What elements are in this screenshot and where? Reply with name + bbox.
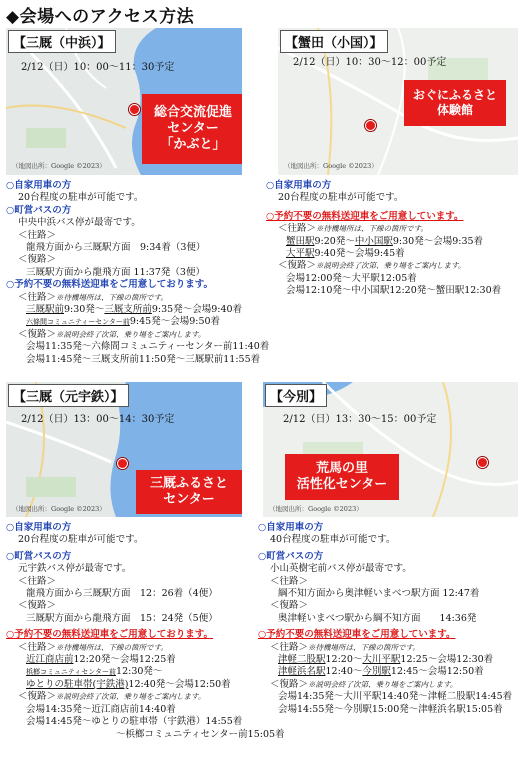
bus-line: ＜復路＞	[270, 600, 309, 612]
outbound-stop: 大平駅9:40発～会場9:45着	[286, 248, 405, 260]
car-text: 40台程度の駐車が可能です。	[270, 534, 396, 546]
outbound-label: ＜往路＞	[18, 291, 57, 303]
map-mimaya-motoutetsu	[6, 382, 242, 517]
car-heading: ○自家用車の方	[258, 522, 324, 533]
car-text: 20台程度の駐車が可能です。	[18, 534, 144, 546]
venue-schedule: 2/12（日）13：30～15：00予定	[283, 414, 437, 425]
venue-callout: 荒馬の里 活性化センター	[285, 454, 399, 500]
return-line: 会場14:35発～大川平駅14:40発～津軽二股駅14:45着	[278, 691, 513, 703]
return-note: ※説明会終了次第、乗り場をご案内します。	[56, 692, 206, 702]
location-pin-icon	[365, 120, 376, 131]
venue-callout: おぐにふるさと 体験館	[404, 80, 506, 126]
outbound-note: ※待機場所は、下線の箇所です。	[308, 642, 420, 652]
venue-callout: 三厩ふるさと センター	[136, 470, 242, 514]
map-mimaya-nakahama	[6, 28, 242, 175]
return-label: ＜復路＞	[278, 260, 317, 272]
page-title: ◆会場へのアクセス方法	[6, 2, 204, 30]
return-line: ～梹榔コミュニティセンター前15:05着	[116, 728, 285, 740]
shuttle-heading: ○予約不要の無料送迎車をご用意しております。	[6, 279, 214, 291]
venue-schedule: 2/12（日）13：00～14：30予定	[21, 414, 175, 425]
return-label: ＜復路＞	[270, 678, 309, 690]
bus-line: ＜往路＞	[18, 575, 57, 587]
venue-schedule: 2/12（日）10：30～12：00予定	[293, 57, 447, 68]
return-note: ※説明会終了次第、乗り場をご案内します。	[308, 679, 458, 689]
bus-line: 元宇鉄バス停が最寄です。	[18, 563, 132, 575]
bus-line: ＜復路＞	[18, 600, 57, 612]
map-imabetsu	[263, 382, 518, 517]
bus-heading: ○町営バスの方	[6, 204, 72, 216]
outbound-note: ※待機場所は、下線の箇所です。	[56, 292, 168, 302]
bus-line: 綱不知方面から奥津軽いまべつ駅方面 12:47着	[278, 588, 480, 600]
bus-line: 龍飛方面から三厩駅方面 12：26着（4便）	[26, 588, 218, 600]
car-heading: ○自家用車の方	[266, 180, 332, 191]
bus-line: 龍飛方面から三厩駅方面 9:34着（3便）	[26, 242, 206, 254]
outbound-stop: 梹榔コミュニティセンター前12:30発～	[26, 666, 163, 678]
car-heading: ○自家用車の方	[6, 522, 72, 533]
outbound-stop: 津軽浜名駅12:40～今別駅12:45～会場12:50着	[278, 666, 484, 678]
bus-line: ＜復路＞	[18, 254, 57, 266]
venue-info-mimaya-nakahama	[6, 180, 269, 366]
map-source: （地図出所：Google ©2023）	[12, 162, 106, 170]
outbound-stop: 三厩駅前9:30発～三厩支所前9:35発～会場9:40着	[26, 304, 243, 316]
venue-name: 【今別】	[265, 384, 327, 407]
map-kanita-oguni	[278, 28, 518, 175]
return-line: 会場11:35発～六條間コミュニティーセンター前11:40着	[26, 341, 270, 353]
bus-heading: ○町営バスの方	[6, 550, 72, 562]
return-line: 会場12:00発～大平駅12:05着	[286, 272, 417, 284]
venue-callout: 総合交流促進 センター 「かぶと」	[142, 94, 242, 164]
venue-info-kanita-oguni	[266, 180, 501, 298]
outbound-stop: ゆとりの駐車帯(宇鉄港)12:40発～会場12:50着	[26, 678, 231, 690]
outbound-label: ＜往路＞	[270, 641, 309, 653]
venue-name: 【三厩（元宇鉄）】	[8, 384, 129, 407]
bus-line: 三厩駅方面から龍飛方面 11:37発（3便）	[26, 266, 205, 278]
return-label: ＜復路＞	[18, 691, 57, 703]
outbound-stop: 近江商店前12:20発～会場12:25着	[26, 654, 176, 666]
outbound-stop: 津軽二股駅12:20～大川平駅12:25～会場12:30着	[278, 654, 494, 666]
venue-name: 【三厩（中浜）】	[8, 30, 116, 53]
bus-line: 中央中浜バス停が最寄です。	[18, 217, 141, 229]
return-line: 会場14:35発～近江商店前14:40着	[26, 703, 176, 715]
return-line: 会場14:55発～今別駅15:00発～津軽浜名駅15:05着	[278, 703, 503, 715]
bus-line: ＜往路＞	[18, 229, 57, 241]
return-line: 会場11:45発～三厩支所前11:50発～三厩駅前11:55着	[26, 353, 261, 365]
outbound-stop: 蟹田駅9:20発～中小国駅9:30発～会場9:35着	[286, 235, 484, 247]
shuttle-heading: ○予約不要の無料送迎車をご用意しています。	[258, 629, 456, 641]
outbound-label: ＜往路＞	[278, 223, 317, 235]
map-source: （地図出所：Google ©2023）	[284, 162, 378, 170]
car-heading: ○自家用車の方	[6, 180, 72, 191]
bus-line: 奥津軽いまべつ駅から綱不知方面 14:36発	[278, 612, 477, 624]
map-source: （地図出所：Google ©2023）	[269, 505, 363, 513]
return-label: ＜復路＞	[18, 328, 57, 340]
bus-line: ＜往路＞	[270, 575, 309, 587]
return-line: 会場12:10発～中小国駅12:20発～蟹田駅12:30着	[286, 285, 502, 297]
venue-name: 【蟹田（小国）】	[280, 30, 388, 53]
location-pin-icon	[117, 458, 128, 469]
return-note: ※説明会終了次第、乗り場をご案内します。	[316, 261, 466, 271]
outbound-note: ※待機場所は、下線の箇所です。	[316, 224, 428, 234]
venue-info-imabetsu	[258, 522, 512, 716]
car-text: 20台程度の駐車が可能です。	[278, 192, 404, 204]
location-pin-icon	[477, 457, 488, 468]
bus-heading: ○町営バスの方	[258, 550, 324, 562]
map-source: （地図出所：Google ©2023）	[12, 505, 106, 513]
bus-line: 三厩駅方面から龍飛方面 15：24発（5便）	[26, 612, 218, 624]
venue-schedule: 2/12（日）10：00～11：30予定	[21, 62, 175, 73]
bus-line: 小山英樹宅前バス停が最寄です。	[270, 563, 412, 575]
shuttle-heading: ○予約不要の無料送迎車をご用意しております。	[6, 629, 214, 641]
venue-info-mimaya-motoutetsu	[6, 522, 285, 741]
shuttle-heading: ○予約不要の無料送迎車をご用意しています。	[266, 210, 464, 222]
return-line: 会場14:45発～ゆとりの駐車帯（宇鉄港）14:55着	[26, 716, 243, 728]
return-note: ※説明会終了次第、乗り場をご案内します。	[56, 329, 206, 339]
car-text: 20台程度の駐車が可能です。	[18, 192, 144, 204]
location-pin-icon	[129, 104, 140, 115]
outbound-stop: 六條間コミュニティーセンター前9:45発～会場9:50着	[26, 316, 221, 328]
outbound-note: ※待機場所は、下線の箇所です。	[56, 642, 168, 652]
outbound-label: ＜往路＞	[18, 641, 57, 653]
